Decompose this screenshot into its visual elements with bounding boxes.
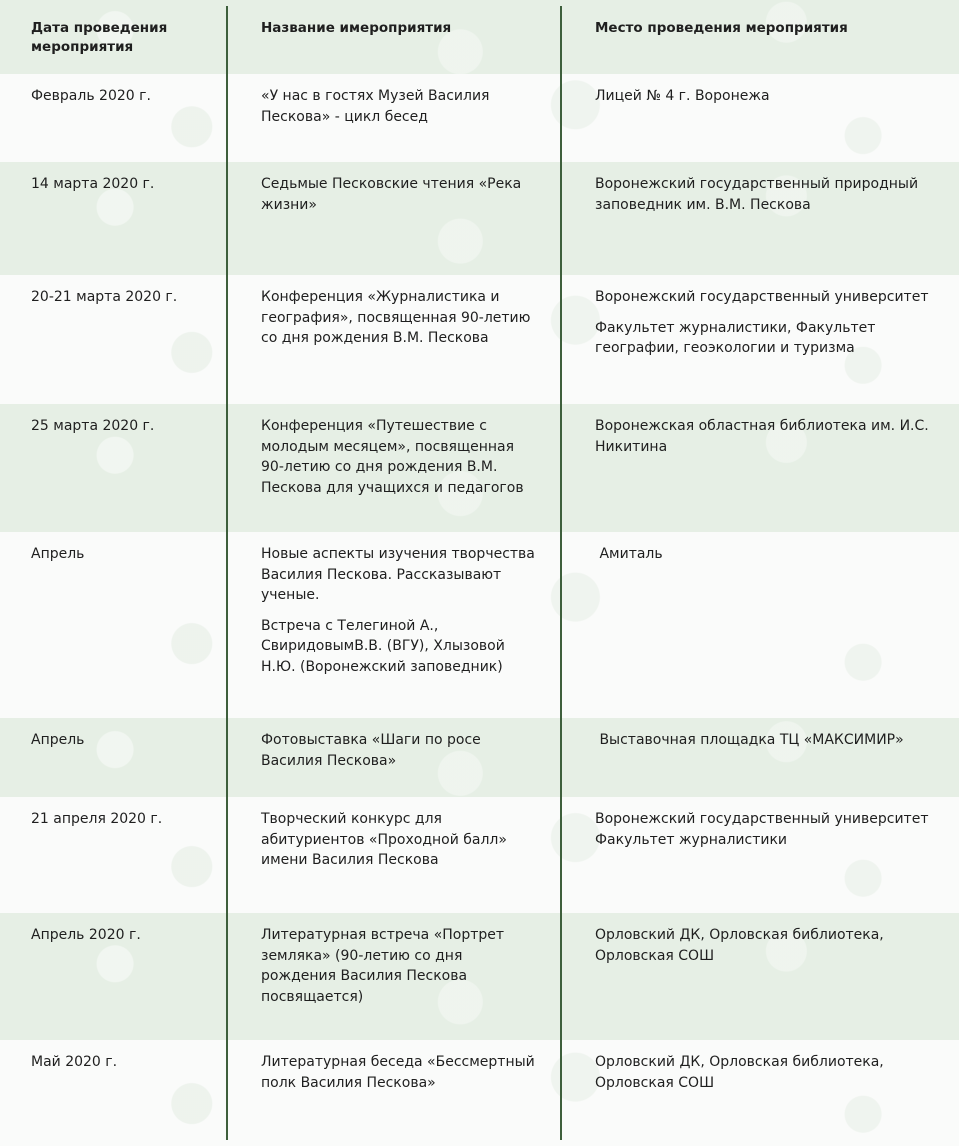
cell-place bbox=[561, 74, 959, 162]
header-place: Место проведения мероприятия bbox=[595, 20, 848, 36]
cell-place-text: Орловский ДК, Орловская библиотека, Орловская СОШ bbox=[595, 927, 884, 964]
cell-place-text: Факультет журналистики, Факультет географии, геоэкологии и туризма bbox=[595, 319, 876, 356]
column-divider bbox=[226, 6, 228, 1140]
cell-place bbox=[561, 162, 959, 275]
cell-name bbox=[227, 718, 561, 797]
cell-name-text: «У нас в гостях Музей Василия Пескова» - цикл бесед bbox=[261, 88, 490, 125]
table-row bbox=[0, 718, 959, 797]
cell-date: Май 2020 г. bbox=[31, 1054, 118, 1070]
table-row bbox=[0, 404, 959, 532]
cell-name bbox=[227, 797, 561, 913]
cell-name-text: Фотовыставка «Шаги по росе Василия Пескова» bbox=[261, 732, 481, 769]
cell-place-text: Воронежский государственный природный заповедник им. В.М. Пескова bbox=[595, 176, 919, 213]
column-divider bbox=[560, 6, 562, 1140]
cell-place bbox=[561, 797, 959, 913]
cell-place bbox=[561, 404, 959, 532]
cell-name bbox=[227, 162, 561, 275]
cell-name-text: Литературная беседа «Бессмертный полк Василия Пескова» bbox=[261, 1054, 535, 1091]
cell-name-text: Новые аспекты изучения творчества Василия Пескова. Рассказывают ученые. bbox=[261, 546, 535, 603]
cell-place-text: Лицей № 4 г. Воронежа bbox=[595, 88, 770, 104]
table-row bbox=[0, 162, 959, 275]
cell-date: 25 марта 2020 г. bbox=[31, 418, 155, 434]
table-header-row bbox=[0, 0, 959, 74]
cell-date: Февраль 2020 г. bbox=[31, 88, 151, 104]
cell-name bbox=[227, 913, 561, 1040]
cell-place bbox=[561, 532, 959, 718]
cell-name bbox=[227, 404, 561, 532]
cell-place-text: Амиталь bbox=[595, 546, 663, 562]
cell-name-text: Конференция «Путешествие с молодым месяцем», посвященная 90-летию со дня рождения В.М. Пескова для учащихся и педагогов bbox=[261, 418, 524, 496]
cell-place-text: Воронежский государственный университет Факультет журналистики bbox=[595, 811, 929, 848]
cell-name bbox=[227, 532, 561, 718]
cell-date: 20-21 марта 2020 г. bbox=[31, 289, 178, 305]
cell-date: 21 апреля 2020 г. bbox=[31, 811, 163, 827]
cell-place bbox=[561, 718, 959, 797]
cell-date: Апрель bbox=[31, 732, 85, 748]
cell-name-text: Творческий конкурс для абитуриентов «Проходной балл» имени Василия Пескова bbox=[261, 811, 507, 868]
cell-place-text: Орловский ДК, Орловская библиотека, Орловская СОШ bbox=[595, 1054, 884, 1091]
header-date: Дата проведения мероприятия bbox=[31, 20, 168, 55]
table-row bbox=[0, 1040, 959, 1146]
table-row bbox=[0, 913, 959, 1040]
cell-name-text: Седьмые Песковские чтения «Река жизни» bbox=[261, 176, 522, 213]
cell-date: Апрель bbox=[31, 546, 85, 562]
cell-date: 14 марта 2020 г. bbox=[31, 176, 155, 192]
header-name: Название имероприятия bbox=[261, 20, 452, 36]
table-row bbox=[0, 74, 959, 162]
cell-place-text: Воронежский государственный университет bbox=[595, 289, 929, 305]
cell-name-text: Конференция «Журналистика и география», посвященная 90-летию со дня рождения В.М. Пескова bbox=[261, 289, 531, 346]
cell-name-text: Встреча с Телегиной А., СвиридовымВ.В. (ВГУ), Хлызовой Н.Ю. (Воронежский заповедник) bbox=[261, 617, 505, 675]
cell-date: Апрель 2020 г. bbox=[31, 927, 141, 943]
table-row bbox=[0, 532, 959, 718]
cell-name bbox=[227, 1040, 561, 1146]
table-row bbox=[0, 797, 959, 913]
cell-place-text: Воронежская областная библиотека им. И.С. Никитина bbox=[595, 418, 929, 455]
cell-place bbox=[561, 275, 959, 404]
cell-place-text: Выставочная площадка ТЦ «МАКСИМИР» bbox=[595, 732, 904, 748]
cell-name-text: Литературная встреча «Портрет земляка» (90-летию со дня рождения Василия Пескова посвящается) bbox=[261, 927, 505, 1005]
table-row bbox=[0, 275, 959, 404]
cell-place bbox=[561, 913, 959, 1040]
cell-name bbox=[227, 74, 561, 162]
cell-name bbox=[227, 275, 561, 404]
cell-place bbox=[561, 1040, 959, 1146]
